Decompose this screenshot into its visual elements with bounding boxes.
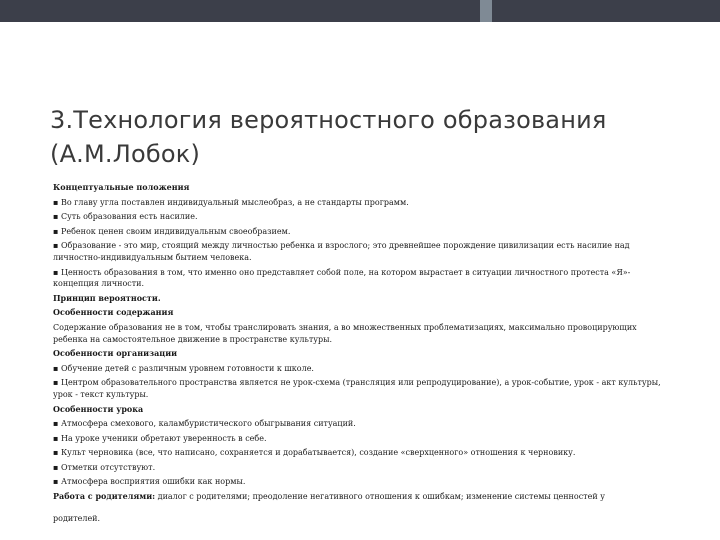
top-banner-accent (480, 0, 720, 22)
content-line: ▪ Обучение детей с различным уровнем готовности к школе. (53, 363, 314, 373)
content-line: Особенности содержания (53, 307, 174, 318)
content-line: ▪ Атмосфера восприятия ошибки как нормы. (53, 477, 246, 487)
content-line: ▪ Атмосфера смехового, каламбуристического обыгрывания ситуаций. (53, 419, 356, 429)
content-line: ▪ Образование - это мир, стоящий между личностью ребенка и взрослого; это древнейшее порождение цивилизации есть насилие над личностно-индивидуальным бытием человека. (53, 241, 630, 262)
content-line: ▪ На уроке ученики обретают уверенность в себе. (53, 433, 267, 443)
content-line: Концептуальные положения (53, 182, 190, 192)
slide-title: 3.Технология вероятностного образования (А.М.Лобок) (50, 106, 607, 168)
content-line: ▪ Отметки отсутствуют. (53, 462, 156, 472)
content-line: ▪ Культ черновика (все, что написано, сохраняется и дорабатывается), создание «сверхценного» отношения к черновику. (53, 448, 576, 458)
content-line: Принцип вероятности. (53, 292, 161, 303)
content-line: Особенности организации (53, 348, 178, 359)
content-line: ▪ Ребенок ценен своим индивидуальным своеобразием. (53, 226, 291, 236)
parents-continuation: родителей. (53, 513, 101, 523)
content-line: ▪ Во главу угла поставлен индивидуальный мыслеобраз, а не стандарты программ. (53, 197, 409, 207)
content-line: Особенности урока (53, 403, 144, 414)
parents-text: диалог с родителями; преодоление негативного отношения к ошибкам; изменение системы ценностей у (155, 492, 605, 502)
parents-line (53, 491, 673, 503)
parents-label: Работа с родителями: (53, 491, 156, 502)
content-line: Содержание образования не в том, чтобы транслировать знания, а во множественных проблематизациях, максимально провоцирующих ребенка на самостоятельное движение в пространстве культуры. (53, 322, 637, 344)
content-line: ▪ Суть образования есть насилие. (53, 212, 198, 222)
top-banner (0, 0, 720, 22)
slide-content (53, 182, 673, 524)
content-line: ▪ Центром образовательного пространства является не урок-схема (трансляция или репродуцирование), а урок-событие, урок - акт культуры, урок - текст культуры. (53, 378, 661, 399)
content-line: ▪ Ценность образования в том, что именно оно представляет собой поле, на котором вырастает в ситуации личностного протеста «Я»-концепция личности. (53, 267, 631, 289)
